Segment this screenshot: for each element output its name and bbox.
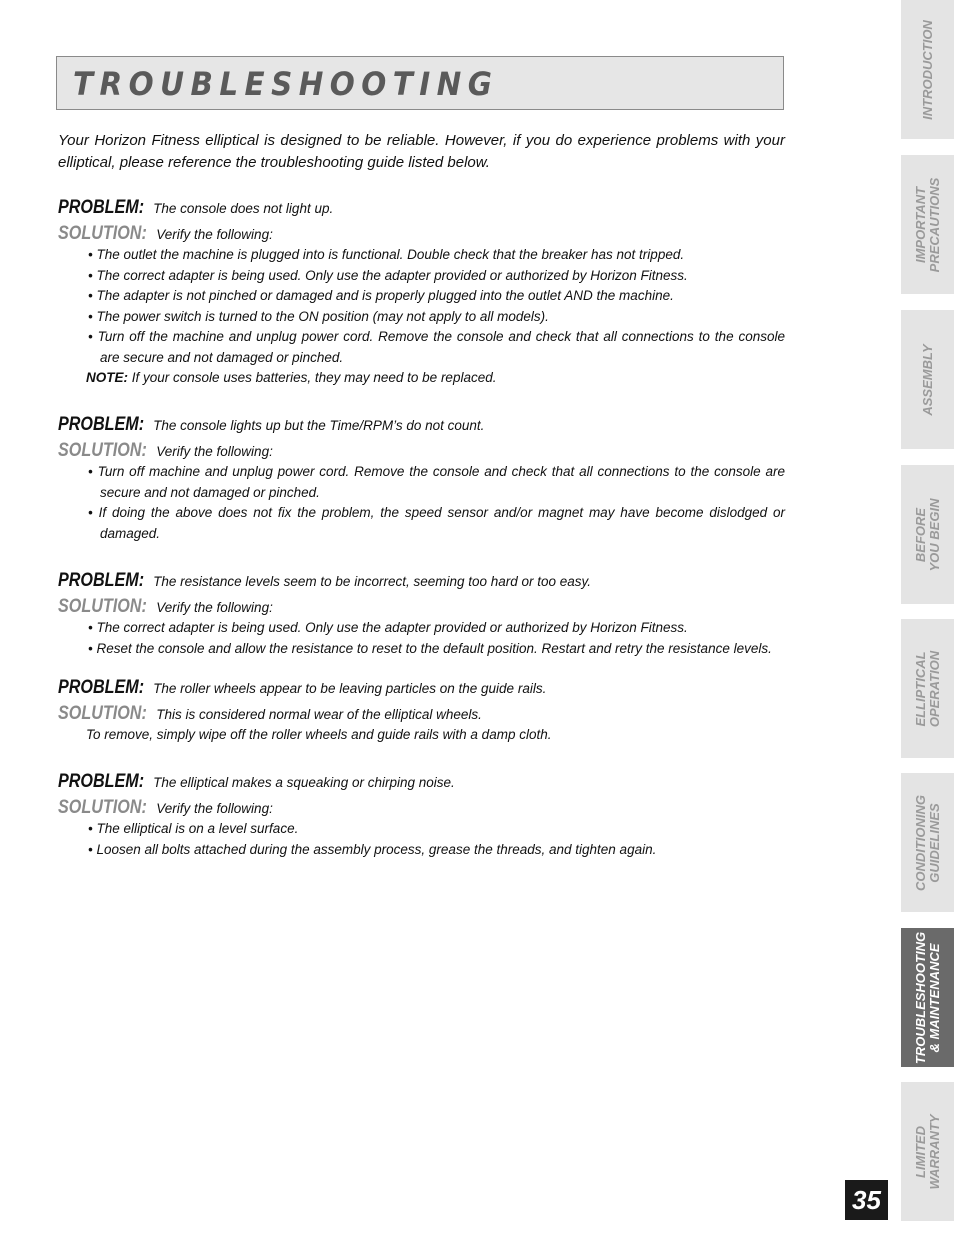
intro-paragraph: Your Horizon Fitness elliptical is designed to be reliable. However, if you do experience problems with your elliptical, please reference the troubleshooting guide listed below. [58, 132, 785, 171]
list-item: • Turn off the machine and unplug power cord. Remove the console and check that all connections to the console are secure and not damaged or pinched. [88, 329, 785, 365]
solution-text: Verify the following: [156, 226, 273, 242]
tab-before-you-begin[interactable] [901, 465, 954, 604]
solution-list [58, 618, 785, 659]
tab-label-line1: ASSEMBLY [919, 343, 935, 416]
tab-important-precautions[interactable] [901, 155, 954, 294]
troubleshoot-section-4 [58, 678, 785, 746]
problem-label: PROBLEM: [58, 771, 145, 792]
solution-list [58, 245, 785, 368]
tab-label-line1: LIMITED [912, 1125, 928, 1178]
list-item: • If doing the above does not fix the problem, the speed sensor and/or magnet may have become dislodged or damaged. [88, 505, 785, 541]
troubleshoot-section-3 [58, 571, 785, 659]
tab-introduction[interactable] [901, 0, 954, 139]
tab-label-line1: CONDITIONING [912, 794, 928, 891]
problem-text: The roller wheels appear to be leaving particles on the guide rails. [153, 681, 547, 696]
problem-label: PROBLEM: [58, 677, 145, 698]
list-item: • The adapter is not pinched or damaged and is properly plugged into the outlet AND the machine. [88, 288, 674, 303]
list-item: • The power switch is turned to the ON position (may not apply to all models). [88, 308, 549, 324]
troubleshoot-section-1 [58, 198, 785, 389]
solution-text: Verify the following: [156, 443, 273, 459]
troubleshoot-section-5 [58, 772, 785, 860]
page-title: TROUBLESHOOTING [73, 65, 499, 103]
problem-label: PROBLEM: [58, 570, 145, 591]
solution-text: Verify the following: [156, 800, 273, 816]
note-label: NOTE: [86, 370, 128, 385]
tab-label-line2: & MAINTENANCE [926, 942, 942, 1053]
troubleshoot-section-2 [58, 415, 785, 544]
tab-label-line2: WARRANTY [926, 1113, 942, 1190]
tab-limited-warranty[interactable] [901, 1082, 954, 1221]
tab-assembly[interactable] [901, 310, 954, 449]
tab-label-line1: IMPORTANT [912, 186, 928, 263]
solution-label: SOLUTION: [58, 595, 147, 617]
tab-label-line2: PRECAUTIONS [926, 177, 942, 272]
tab-label-line1: BEFORE [912, 507, 928, 562]
list-item: • Loosen all bolts attached during the assembly process, grease the threads, and tighten again. [88, 841, 657, 857]
problem-label: PROBLEM: [58, 197, 145, 218]
tab-label-line1: ELLIPTICAL [912, 650, 928, 727]
title-box [56, 56, 784, 110]
list-item: • The correct adapter is being used. Only use the adapter provided or authorized by Horizon Fitness. [88, 267, 688, 283]
tab-elliptical-operation[interactable] [901, 619, 954, 758]
solution-detail: To remove, simply wipe off the roller wheels and guide rails with a damp cloth. [86, 727, 552, 742]
list-item: • The elliptical is on a level surface. [88, 821, 299, 836]
solution-list [58, 819, 785, 860]
tab-label-line1: TROUBLESHOOTING [912, 931, 928, 1064]
note [58, 368, 785, 389]
solution-list [58, 462, 785, 544]
tab-label-line2: OPERATION [926, 650, 942, 727]
solution-text: This is considered normal wear of the elliptical wheels. [156, 706, 482, 722]
list-item: • The correct adapter is being used. Only use the adapter provided or authorized by Horizon Fitness. [88, 620, 688, 635]
problem-text: The console does not light up. [153, 201, 334, 216]
note-text: If your console uses batteries, they may need to be replaced. [131, 370, 497, 385]
solution-label: SOLUTION: [58, 222, 147, 244]
list-item: • The outlet the machine is plugged into is functional. Double check that the breaker has not tripped. [88, 247, 685, 262]
problem-label: PROBLEM: [58, 414, 145, 435]
solution-label: SOLUTION: [58, 702, 147, 724]
list-item: • Reset the console and allow the resistance to reset to the default position. Restart and retry the resistance levels. [88, 640, 772, 656]
tab-conditioning-guidelines[interactable] [901, 773, 954, 912]
tab-label-line2: YOU BEGIN [926, 498, 942, 571]
tab-label-line2: GUIDELINES [926, 802, 942, 883]
tab-troubleshooting-maintenance[interactable] [901, 928, 954, 1067]
solution-label: SOLUTION: [58, 796, 147, 818]
tab-label-line1: INTRODUCTION [919, 19, 935, 120]
problem-text: The resistance levels seem to be incorrect, seeming too hard or too easy. [153, 574, 592, 589]
problem-text: The console lights up but the Time/RPM’s do not count. [153, 418, 485, 433]
list-item: • Turn off machine and unplug power cord. Remove the console and check that all connections to the console are secure and not damaged or pinched. [88, 464, 785, 500]
solution-label: SOLUTION: [58, 439, 147, 461]
solution-text: Verify the following: [156, 599, 273, 615]
problem-text: The elliptical makes a squeaking or chirping noise. [153, 775, 455, 790]
page-number: 35 [845, 1180, 888, 1220]
